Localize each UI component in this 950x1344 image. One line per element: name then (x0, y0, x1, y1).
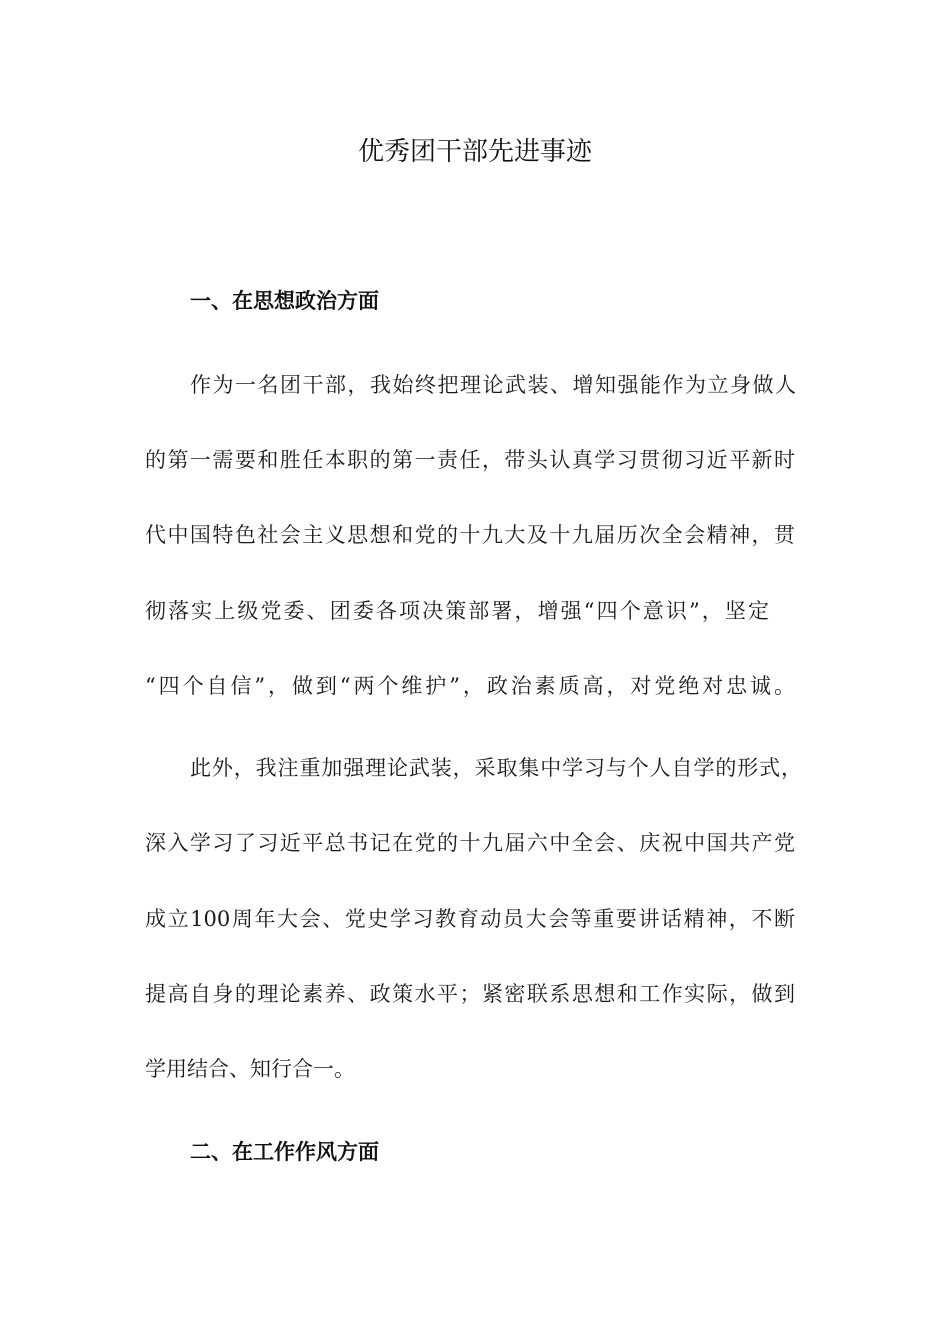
paragraph-line: 代中国特色社会主义思想和党的十九大及十九届历次全会精神，贯 (145, 523, 795, 547)
section-heading-1: 一、在思想政治方面 (190, 289, 379, 313)
paragraph-line: 深入学习了习近平总书记在党的十九届六中全会、庆祝中国共产党 (145, 831, 795, 855)
document-title: 优秀团干部先进事迹 (357, 137, 592, 167)
paragraph-line: 此外，我注重加强理论武装，采取集中学习与个人自学的形式， (190, 756, 802, 780)
paragraph-line: 彻落实上级党委、团委各项决策部署，增强“四个意识”，坚定 (145, 599, 769, 623)
paragraph-line: 提高自身的理论素养、政策水平；紧密联系思想和工作实际，做到 (145, 982, 795, 1006)
paragraph-line: 的第一需要和胜任本职的第一责任，带头认真学习贯彻习近平新时 (145, 448, 795, 472)
paragraph-line: 学用结合、知行合一。 (145, 1057, 355, 1081)
paragraph-line: “四个自信”，做到“两个维护”，政治素质高，对党绝对忠诚。 (145, 674, 795, 698)
section-heading-2: 二、在工作作风方面 (190, 1140, 379, 1164)
paragraph-line: 成立100周年大会、党史学习教育动员大会等重要讲话精神，不断 (145, 907, 795, 931)
paragraph-line: 作为一名团干部，我始终把理论武装、增知强能作为立身做人 (190, 373, 796, 397)
